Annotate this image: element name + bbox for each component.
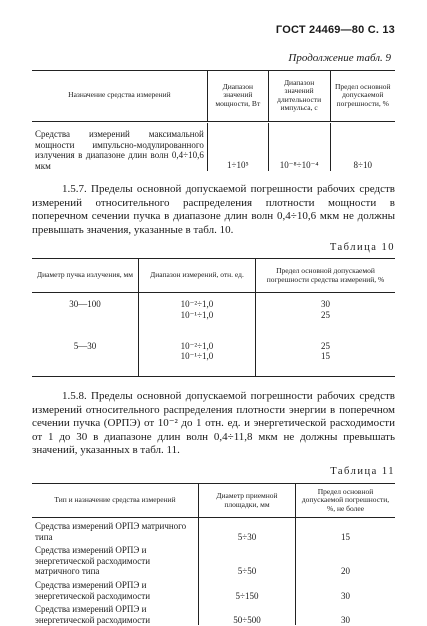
error-value: 15 [321,351,330,362]
error-value: 25 [321,340,330,351]
table10-row2-diameter: 5—30 [32,337,139,377]
table11-row-diameter: 5÷150 [199,577,296,601]
table11-row-name: Средства измерений ОРПЭ и энергетической расходимости [32,601,199,625]
table10-row1-error [256,293,396,337]
table-row [32,293,395,337]
table11-caption: Таблица 11 [330,466,395,477]
table-10 [32,258,395,377]
table11-row-error: 30 [341,590,350,601]
table-9 [32,71,395,171]
table-11 [32,483,395,625]
table10-header-error: Предел основной допускаемой погрешности средства измерений, % [256,259,396,293]
table11-row-name: Средства измерений ОРПЭ и энергетической расходимости матричного типа [32,542,199,577]
range-value: 10⁻¹÷1,0 [180,309,214,320]
table11-row-error: 20 [341,566,350,577]
table10-row2-range [139,337,256,377]
table-row [32,577,395,601]
table11-header-type: Тип и назначение средства измерений [32,484,199,518]
table9-continuation: Продолжение табл. 9 [288,52,391,64]
table11-row-diameter: 5÷30 [199,518,296,543]
table10-row2-error [256,337,396,377]
page-header: ГОСТ 24469—80 С. 13 [275,24,395,36]
error-value: 25 [321,309,330,320]
range-value: 10⁻²÷1,0 [180,299,214,309]
table9-row-name: Средства измерений максимальной мощности импульсно-модулированного излучения в диапазоне длин волн 0,4÷10,6 мкм [32,123,207,171]
table11-row-error: 30 [341,614,350,625]
table9-header-purpose: Назначение средства измерений [32,71,207,121]
table11-row-error: 15 [341,531,350,542]
table11-header-diameter: Диаметр приемной площадки, мм [199,484,296,518]
table10-header-range: Диапазон измерений, отн. ед. [139,259,256,293]
table11-row-diameter: 5÷50 [199,542,296,577]
table9-row-power: 1÷10⁵ [207,123,268,171]
table10-caption: Таблица 10 [329,242,395,253]
table10-header-diameter: Диаметр пучка излучения, мм [32,259,139,293]
table11-header-error: Предел основной допускаемой погрешности, %, не более [296,484,396,518]
table-row [32,518,395,543]
table9-row-duration: 10⁻⁸÷10⁻⁴ [268,123,330,171]
paragraph-1-5-7 [32,183,395,237]
table-row [32,601,395,625]
table10-row1-diameter: 30—100 [32,293,139,337]
table-row [32,337,395,377]
table9-header-power: Диапазон значений мощности, Вт [207,71,268,121]
table11-row-name: Средства измерений ОРПЭ и энергетической расходимости [32,577,199,601]
table10-row1-range [139,293,256,337]
range-value: 10⁻²÷1,0 [180,340,214,351]
paragraph-1-5-8 [32,390,395,458]
table9-header-duration: Диапазон значений длительности импульса, с [268,71,330,121]
error-value: 30 [321,299,330,309]
table11-row-diameter: 50÷500 [199,601,296,625]
table9-header-error: Предел основной допускаемой погрешности, % [335,81,391,109]
table-row [32,542,395,577]
table11-row-name: Средства измерений ОРПЭ матричного типа [32,518,199,543]
paragraph-text: 1.5.7. Пределы основной допускаемой погрешности рабочих средств измерений относительного распределения плотности мощности в поперечном сечении пучка в диапазоне длин волн 0,4÷10,6 мкм не должны превышать значения, указанные в табл. 10. [32,183,395,236]
table-row [32,123,395,171]
range-value: 10⁻¹÷1,0 [180,351,214,362]
paragraph-text: 1.5.8. Пределы основной допускаемой погрешности рабочих средств измерений относительного распределения плотности энергии в поперечном сечении пучка (ОРПЭ) от 10⁻² до 1 отн. ед. и энергетической расходимости от 1 до 30 в диапазоне длин волн 0,4÷11,8 мкм не должны превышать значений, указанных в табл. 11. [32,390,395,457]
table9-row-error: 8÷10 [353,159,372,170]
